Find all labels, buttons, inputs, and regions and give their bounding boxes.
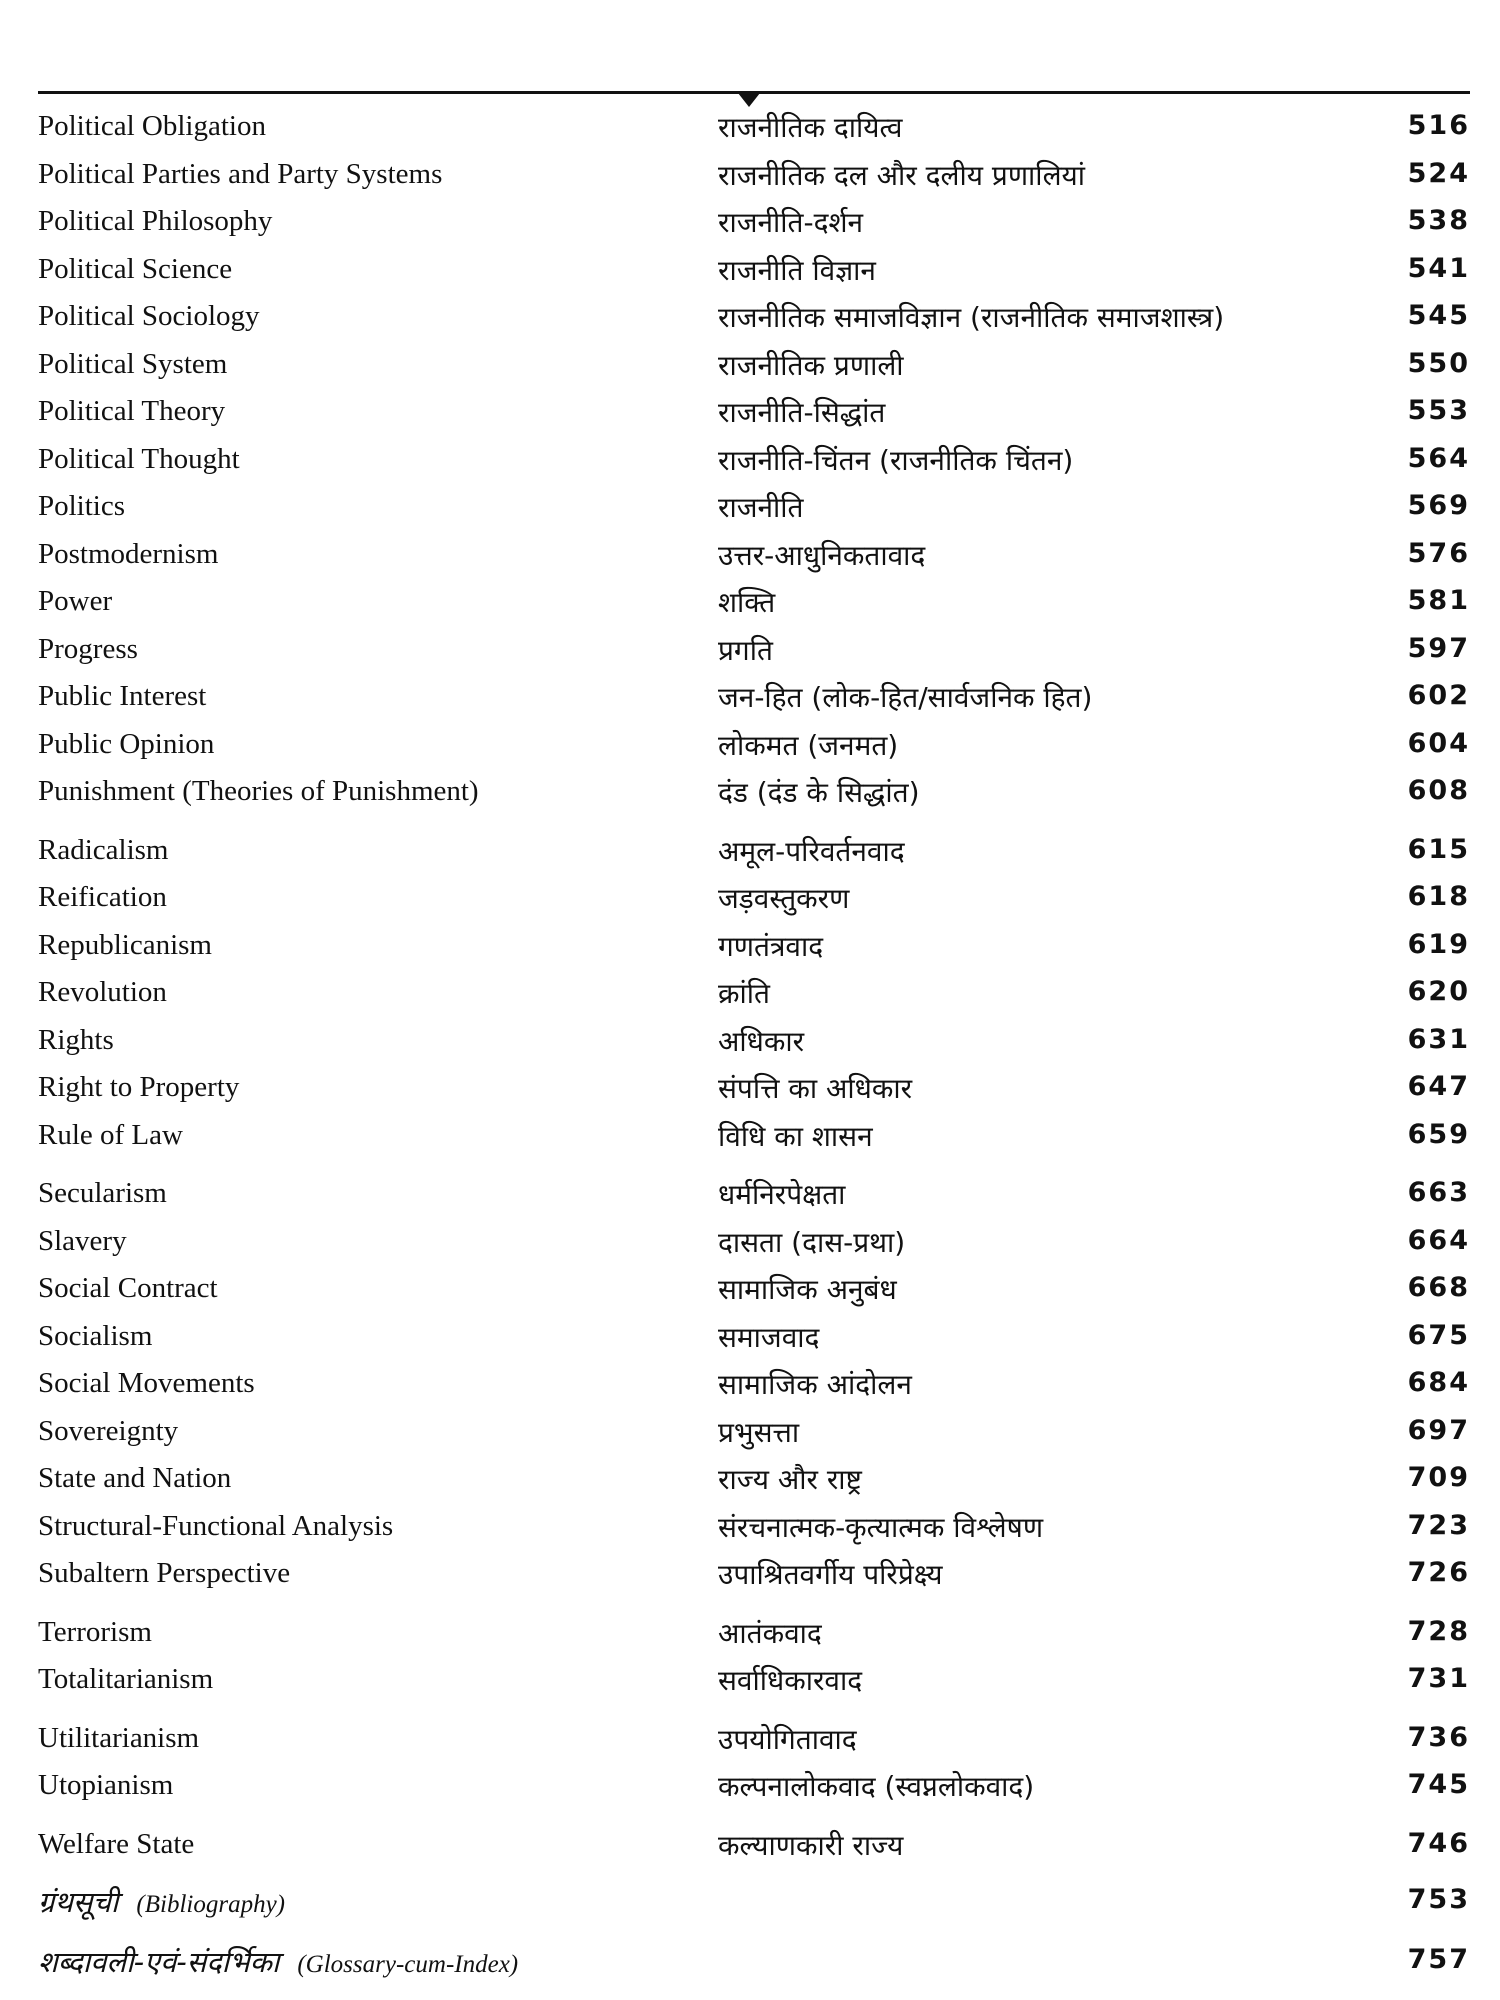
contents-page bbox=[38, 0, 1470, 2000]
entry-page: 736 bbox=[1407, 1721, 1470, 1753]
entry-hindi: समाजवाद bbox=[718, 1320, 820, 1354]
toc-row[interactable] bbox=[38, 1173, 1470, 1221]
entry-hindi: धर्मनिरपेक्षता bbox=[718, 1178, 846, 1211]
entry-page: 538 bbox=[1407, 205, 1470, 236]
entry-page: 745 bbox=[1407, 1769, 1470, 1800]
entry-hindi: अमूल-परिवर्तनवाद bbox=[718, 834, 905, 868]
entry-english: Public Interest bbox=[38, 680, 207, 712]
entry-hindi: संपत्ति का अधिकार bbox=[718, 1072, 913, 1105]
toc-group-p bbox=[38, 106, 1470, 819]
toc-group-s bbox=[38, 1173, 1470, 1601]
entry-page: 576 bbox=[1407, 537, 1470, 569]
entry-english: Progress bbox=[38, 632, 138, 665]
toc-row[interactable] bbox=[38, 1553, 1470, 1601]
toc-group-t bbox=[38, 1612, 1470, 1707]
entry-page: 550 bbox=[1407, 347, 1470, 379]
entry-hindi: कल्पनालोकवाद (स्वप्नलोकवाद) bbox=[718, 1770, 1035, 1803]
entry-hindi: आतंकवाद bbox=[718, 1616, 822, 1650]
entry-english: Revolution bbox=[38, 976, 167, 1008]
entry-english: Punishment (Theories of Punishment) bbox=[38, 775, 479, 807]
entry-english: Political System bbox=[38, 347, 228, 380]
entry-english: Right to Property bbox=[38, 1071, 240, 1103]
entry-english: Political Thought bbox=[38, 442, 240, 475]
entry-hindi: सर्वाधिकारवाद bbox=[718, 1664, 863, 1697]
toc-list bbox=[38, 106, 1470, 1871]
entry-page: 723 bbox=[1407, 1509, 1470, 1541]
entry-english: Political Obligation bbox=[38, 110, 266, 142]
entry-page: 604 bbox=[1407, 727, 1470, 759]
entry-hindi: जड़वस्तुकरण bbox=[718, 882, 850, 915]
entry-english: Political Philosophy bbox=[38, 205, 273, 237]
entry-english: Republicanism bbox=[38, 928, 212, 961]
entry-page: 697 bbox=[1407, 1414, 1470, 1446]
entry-hindi: दंड (दंड के सिद्धांत) bbox=[718, 776, 920, 809]
entry-english: Political Theory bbox=[38, 395, 226, 427]
entry-hindi: राज्य और राष्ट्र bbox=[718, 1463, 862, 1496]
entry-hindi: राजनीति-सिद्धांत bbox=[718, 396, 886, 429]
rule-marker-icon bbox=[738, 93, 760, 107]
toc-row[interactable] bbox=[38, 439, 1470, 487]
toc-row[interactable] bbox=[38, 1506, 1470, 1554]
entry-english: Radicalism bbox=[38, 833, 169, 866]
toc-row[interactable] bbox=[38, 1458, 1470, 1506]
entry-english: Political Science bbox=[38, 252, 233, 285]
entry-hindi: लोकमत (जनमत) bbox=[718, 728, 899, 762]
entry-page: 545 bbox=[1407, 300, 1470, 331]
entry-english: Slavery bbox=[38, 1224, 127, 1257]
entry-english: Social Movements bbox=[38, 1367, 255, 1399]
entry-english: Utopianism bbox=[38, 1769, 174, 1801]
entry-page: 684 bbox=[1407, 1367, 1470, 1398]
entry-hindi: गणतंत्रवाद bbox=[718, 929, 824, 963]
bibliography-english: (Bibliography) bbox=[136, 1891, 286, 1918]
back-matter bbox=[38, 1880, 1470, 2000]
entry-page: 709 bbox=[1407, 1462, 1470, 1493]
entry-hindi: सामाजिक अनुबंध bbox=[718, 1273, 897, 1306]
entry-hindi: प्रगति bbox=[718, 633, 773, 667]
entry-page: 668 bbox=[1407, 1272, 1470, 1303]
entry-hindi: क्रांति bbox=[718, 977, 770, 1010]
entry-hindi: उपाश्रितवर्गीय परिप्रेक्ष्य bbox=[718, 1558, 943, 1591]
toc-row[interactable] bbox=[38, 1411, 1470, 1459]
entry-page: 619 bbox=[1407, 928, 1470, 960]
entry-hindi: विधि का शासन bbox=[718, 1119, 873, 1153]
toc-group-w bbox=[38, 1824, 1470, 1872]
entry-english: Welfare State bbox=[38, 1827, 195, 1860]
glossary-row[interactable] bbox=[38, 1940, 1470, 2000]
entry-hindi: राजनीति-चिंतन (राजनीतिक चिंतन) bbox=[718, 443, 1074, 477]
toc-row[interactable] bbox=[38, 391, 1470, 439]
toc-row[interactable] bbox=[38, 1067, 1470, 1115]
toc-row[interactable] bbox=[38, 1765, 1470, 1813]
entry-hindi: राजनीतिक प्रणाली bbox=[718, 348, 904, 382]
entry-page: 731 bbox=[1407, 1663, 1470, 1694]
entry-hindi: राजनीति विज्ञान bbox=[718, 253, 876, 287]
toc-row[interactable] bbox=[38, 877, 1470, 925]
toc-row[interactable] bbox=[38, 1268, 1470, 1316]
entry-english: Utilitarianism bbox=[38, 1721, 200, 1754]
bibliography-label bbox=[38, 1882, 285, 1921]
entry-page: 602 bbox=[1407, 680, 1470, 711]
entry-english: Politics bbox=[38, 490, 126, 522]
toc-row[interactable] bbox=[38, 925, 1470, 973]
entry-hindi: राजनीति-दर्शन bbox=[718, 206, 864, 239]
entry-page: 564 bbox=[1407, 442, 1470, 474]
toc-row[interactable] bbox=[38, 1221, 1470, 1269]
entry-english: Postmodernism bbox=[38, 537, 219, 570]
entry-page: 620 bbox=[1407, 976, 1470, 1007]
entry-hindi: राजनीतिक समाजविज्ञान (राजनीतिक समाजशास्त्र) bbox=[718, 301, 1225, 334]
bibliography-hindi: ग्रंथसूची bbox=[38, 1885, 119, 1919]
toc-row[interactable] bbox=[38, 1718, 1470, 1766]
entry-hindi: सामाजिक आंदोलन bbox=[718, 1368, 912, 1401]
entry-page: 618 bbox=[1407, 881, 1470, 912]
toc-row[interactable] bbox=[38, 724, 1470, 772]
toc-row[interactable] bbox=[38, 830, 1470, 878]
entry-page: 728 bbox=[1407, 1615, 1470, 1647]
entry-hindi: दासता (दास-प्रथा) bbox=[718, 1225, 906, 1259]
entry-english: Rights bbox=[38, 1023, 114, 1056]
entry-page: 647 bbox=[1407, 1071, 1470, 1102]
entry-english: State and Nation bbox=[38, 1462, 232, 1494]
toc-row[interactable] bbox=[38, 534, 1470, 582]
entry-hindi: कल्याणकारी राज्य bbox=[718, 1828, 904, 1862]
entry-page: 664 bbox=[1407, 1224, 1470, 1256]
entry-english: Structural-Functional Analysis bbox=[38, 1509, 394, 1542]
entry-page: 569 bbox=[1407, 490, 1470, 521]
entry-page: 631 bbox=[1407, 1023, 1470, 1055]
entry-english: Reification bbox=[38, 881, 167, 913]
toc-group-u bbox=[38, 1718, 1470, 1813]
entry-english: Sovereignty bbox=[38, 1414, 179, 1447]
toc-row[interactable] bbox=[38, 676, 1470, 724]
entry-english: Totalitarianism bbox=[38, 1663, 214, 1695]
toc-row[interactable] bbox=[38, 1115, 1470, 1163]
toc-row[interactable] bbox=[38, 629, 1470, 677]
entry-english: Public Opinion bbox=[38, 727, 215, 760]
entry-english: Rule of Law bbox=[38, 1118, 183, 1151]
entry-english: Secularism bbox=[38, 1177, 167, 1209]
toc-row[interactable] bbox=[38, 771, 1470, 819]
entry-english: Power bbox=[38, 585, 113, 617]
toc-row[interactable] bbox=[38, 1824, 1470, 1872]
entry-hindi: राजनीतिक दायित्व bbox=[718, 111, 903, 144]
entry-page: 597 bbox=[1407, 632, 1470, 664]
toc-row[interactable] bbox=[38, 581, 1470, 629]
entry-page: 659 bbox=[1407, 1118, 1470, 1150]
toc-row[interactable] bbox=[38, 1659, 1470, 1707]
entry-page: 726 bbox=[1407, 1557, 1470, 1588]
glossary-hindi: शब्दावली-एवं-संदर्भिका bbox=[38, 1945, 280, 1979]
entry-page: 608 bbox=[1407, 775, 1470, 806]
entry-hindi: प्रभुसत्ता bbox=[718, 1415, 800, 1449]
entry-page: 663 bbox=[1407, 1177, 1470, 1208]
toc-row[interactable] bbox=[38, 106, 1470, 154]
toc-row[interactable] bbox=[38, 296, 1470, 344]
glossary-english: (Glossary-cum-Index) bbox=[297, 1951, 519, 1978]
entry-hindi: उपयोगितावाद bbox=[718, 1722, 857, 1756]
entry-english: Socialism bbox=[38, 1319, 153, 1352]
entry-page: 581 bbox=[1407, 585, 1470, 616]
toc-row[interactable] bbox=[38, 344, 1470, 392]
toc-row[interactable] bbox=[38, 249, 1470, 297]
toc-row[interactable] bbox=[38, 1363, 1470, 1411]
toc-row[interactable] bbox=[38, 1020, 1470, 1068]
entry-english: Terrorism bbox=[38, 1615, 152, 1648]
entry-hindi: जन-हित (लोक-हित/सार्वजनिक हित) bbox=[718, 681, 1093, 714]
entry-english: Subaltern Perspective bbox=[38, 1557, 291, 1589]
toc-row[interactable] bbox=[38, 1612, 1470, 1660]
entry-english: Social Contract bbox=[38, 1272, 218, 1304]
toc-row[interactable] bbox=[38, 486, 1470, 534]
toc-row[interactable] bbox=[38, 1316, 1470, 1364]
entry-page: 746 bbox=[1407, 1827, 1470, 1859]
entry-page: 516 bbox=[1407, 110, 1470, 141]
entry-hindi: उत्तर-आधुनिकतावाद bbox=[718, 538, 926, 572]
entry-page: 541 bbox=[1407, 252, 1470, 284]
entry-page: 615 bbox=[1407, 833, 1470, 865]
entry-english: Political Sociology bbox=[38, 300, 260, 332]
bibliography-row[interactable] bbox=[38, 1880, 1470, 1940]
glossary-page: 757 bbox=[1407, 1944, 1470, 1975]
glossary-label bbox=[38, 1942, 518, 1981]
entry-english: Political Parties and Party Systems bbox=[38, 157, 443, 190]
bibliography-page: 753 bbox=[1407, 1884, 1470, 1915]
entry-hindi: संरचनात्मक-कृत्यात्मक विश्लेषण bbox=[718, 1510, 1044, 1544]
toc-row[interactable] bbox=[38, 972, 1470, 1020]
toc-row[interactable] bbox=[38, 154, 1470, 202]
entry-hindi: अधिकार bbox=[718, 1024, 805, 1058]
toc-group-r bbox=[38, 830, 1470, 1163]
entry-hindi: शक्ति bbox=[718, 586, 776, 619]
entry-page: 553 bbox=[1407, 395, 1470, 426]
entry-page: 675 bbox=[1407, 1319, 1470, 1351]
entry-hindi: राजनीति bbox=[718, 491, 804, 524]
toc-row[interactable] bbox=[38, 201, 1470, 249]
entry-page: 524 bbox=[1407, 157, 1470, 189]
entry-hindi: राजनीतिक दल और दलीय प्रणालियां bbox=[718, 158, 1086, 192]
